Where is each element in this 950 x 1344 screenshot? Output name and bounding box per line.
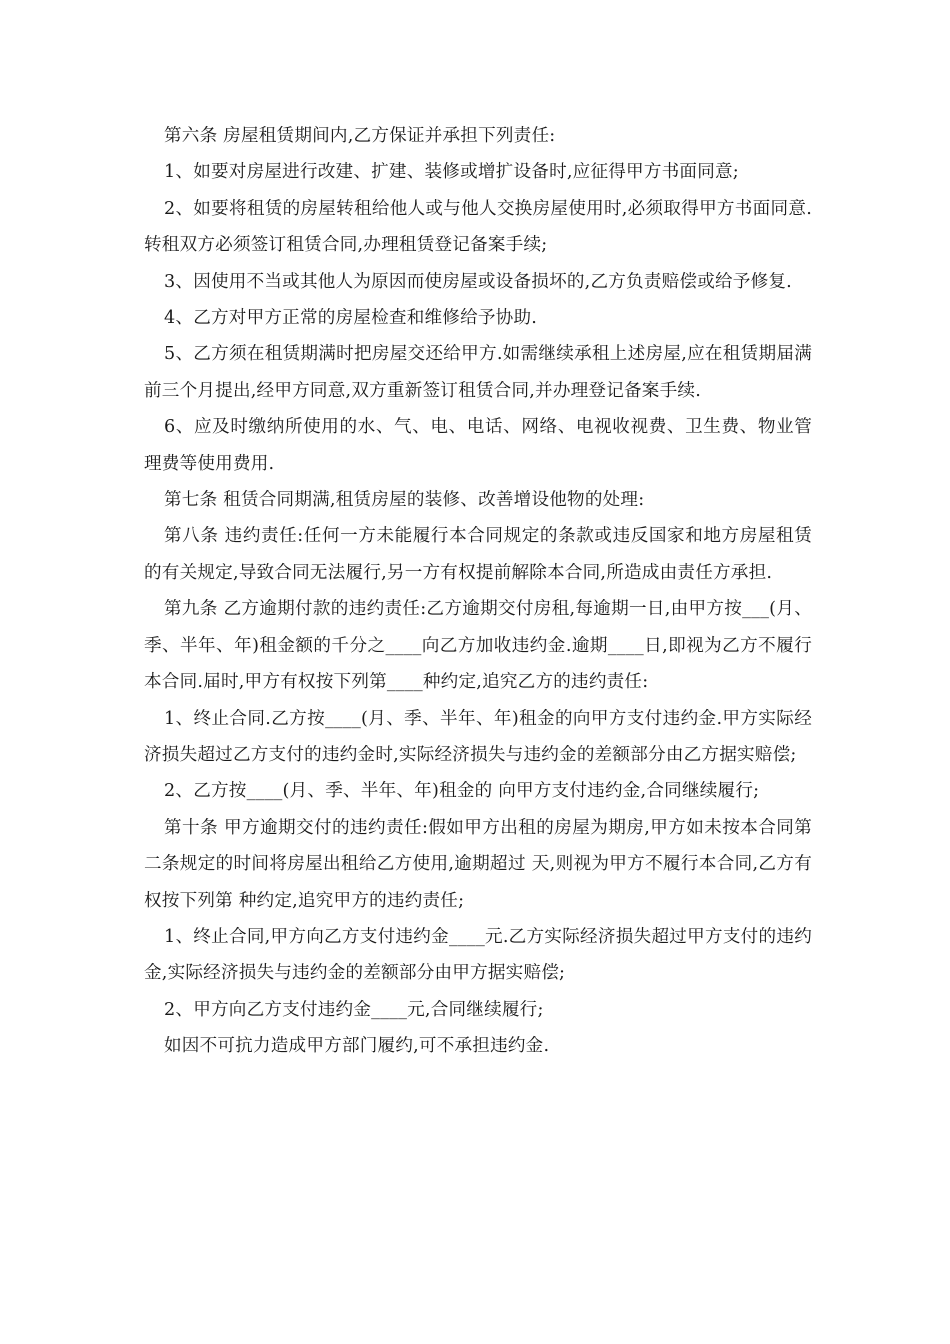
- paragraph-article-10-item-1: 1、终止合同,甲方向乙方支付违约金____元.乙方实际经济损失超过甲方支付的违约金,实际经济损失与违约金的差额部分由甲方据实赔偿;: [144, 926, 812, 984]
- paragraph-article-6: 第六条 房屋租赁期间内,乙方保证并承担下列责任:: [164, 126, 556, 146]
- paragraph-force-majeure: 如因不可抗力造成甲方部门履约,可不承担违约金.: [164, 1036, 550, 1057]
- paragraph-article-10-item-2: 2、甲方向乙方支付违约金____元,合同继续履行;: [164, 999, 544, 1020]
- paragraph-article-8: 第八条 违约责任:任何一方未能履行本合同规定的条款或违反国家和地方房屋租赁的有关规定,导致合同无法履行,另一方有权提前解除本合同,所造成由责任方承担.: [144, 526, 812, 583]
- paragraph-article-6-item-4: 4、乙方对甲方正常的房屋检查和维修给予协助.: [164, 308, 538, 329]
- document-body: [144, 118, 812, 1065]
- paragraph-article-9: 第九条 乙方逾期付款的违约责任:乙方逾期交付房租,每逾期一日,由甲方按___(月、季、半年、年)租金额的千分之____向乙方加收违约金.逾期____日,即视为乙方不履行本合同.届时,甲方有权按下列第____种约定,追究乙方的违约责任:: [144, 599, 812, 693]
- paragraph-article-6-item-3: 3、因使用不当或其他人为原因而使房屋或设备损坏的,乙方负责赔偿或给予修复.: [164, 271, 792, 292]
- paragraph-article-7: 第七条 租赁合同期满,租赁房屋的装修、改善增设他物的处理:: [164, 490, 645, 511]
- paragraph-article-6-item-5: 5、乙方须在租赁期满时把房屋交还给甲方.如需继续承租上述房屋,应在租赁期届满前三个月提出,经甲方同意,双方重新签订租赁合同,并办理登记备案手续.: [144, 344, 812, 401]
- paragraph-article-6-item-6: 6、应及时缴纳所使用的水、气、电、电话、网络、电视收视费、卫生费、物业管理费等使用费用.: [144, 417, 812, 474]
- paragraph-article-6-item-2: 2、如要将租赁的房屋转租给他人或与他人交换房屋使用时,必须取得甲方书面同意.转租双方必须签订租赁合同,办理租赁登记备案手续;: [144, 198, 812, 256]
- paragraph-article-9-item-2: 2、乙方按____(月、季、半年、年)租金的 向甲方支付违约金,合同继续履行;: [164, 781, 760, 802]
- paragraph-article-9-item-1: 1、终止合同.乙方按____(月、季、半年、年)租金的向甲方支付违约金.甲方实际经济损失超过乙方支付的违约金时,实际经济损失与违约金的差额部分由乙方据实赔偿;: [144, 708, 812, 765]
- paragraph-article-10: 第十条 甲方逾期交付的违约责任:假如甲方出租的房屋为期房,甲方如未按本合同第二条规定的时间将房屋出租给乙方使用,逾期超过 天,则视为甲方不履行本合同,乙方有权按下列第 种约定,追究甲方的违约责任;: [144, 817, 812, 911]
- paragraph-article-6-item-1: 1、如要对房屋进行改建、扩建、装修或增扩设备时,应征得甲方书面同意;: [164, 162, 739, 183]
